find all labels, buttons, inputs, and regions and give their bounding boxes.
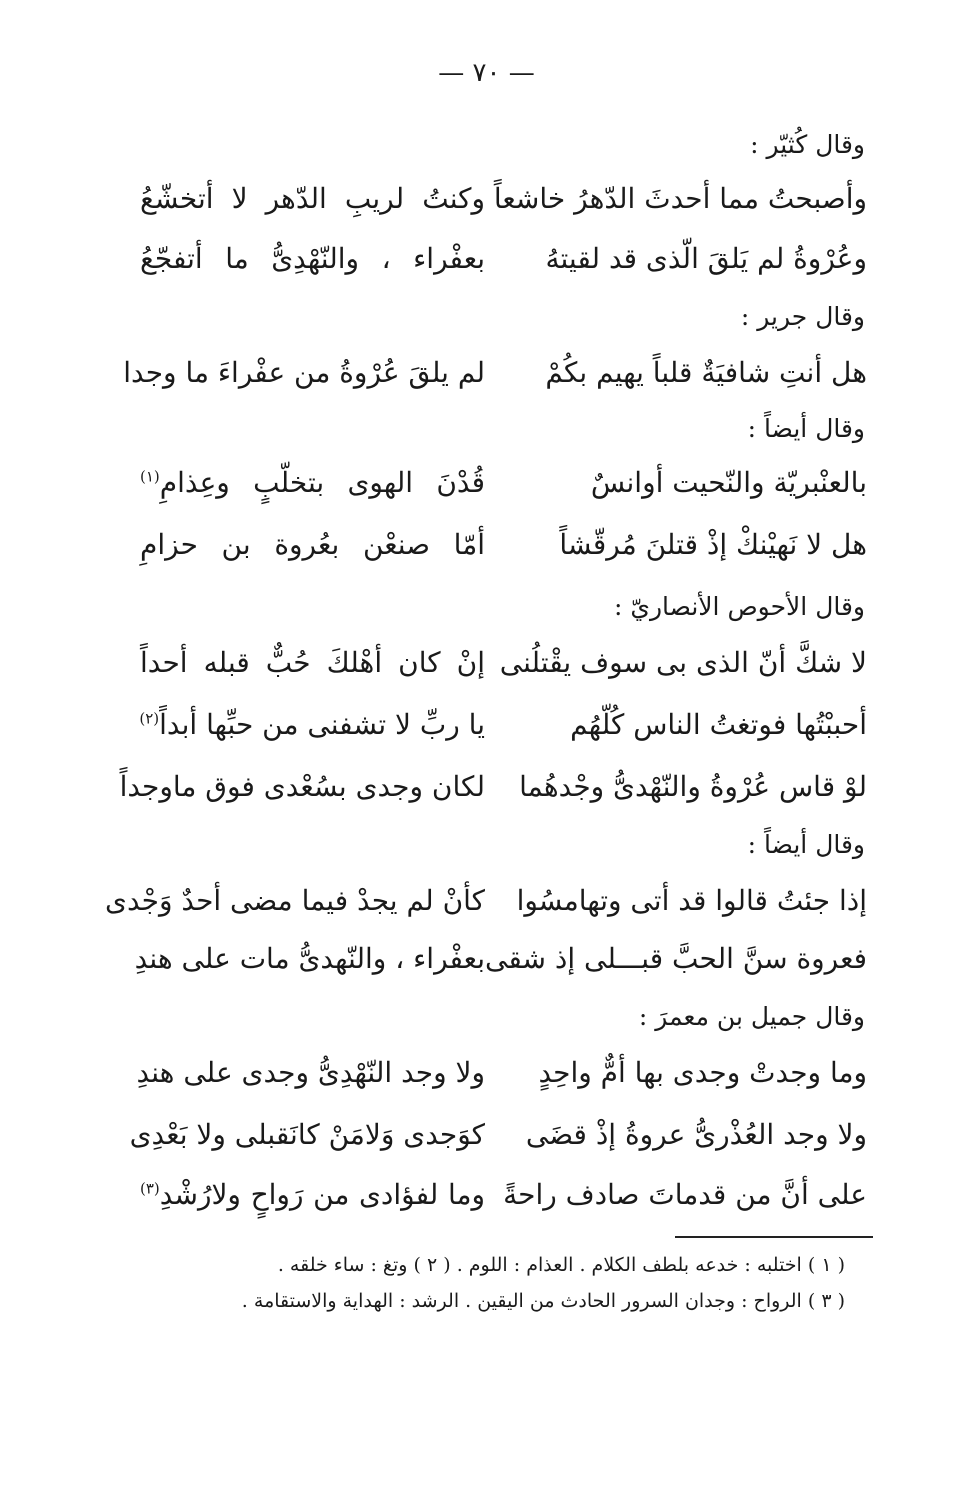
footnote-line: ( ٣ ) الرواح : وجدان السرور الحادث من اليقين . الرشد : الهداية والاستقامة .	[241, 1290, 845, 1312]
verse-text: وما لفؤادى من رَواحٍ ولارُشْدِ	[159, 1178, 485, 1211]
verse-second-hemistich	[140, 1178, 485, 1211]
verse-second-hemistich	[140, 708, 485, 741]
verse-second-hemistich: أمّا صنعْن بعُروة بن حزامِ	[140, 528, 485, 561]
footnote-mark: (٣)	[140, 1179, 160, 1198]
verse-first-hemistich: أحببْتُها فوتغتُ الناس كُلّهُم	[570, 708, 867, 741]
poem-heading: وقال كُثيّر :	[750, 130, 865, 159]
verse-second-hemistich: ولا وجد النّهْدِىُّ وجدى على هندِ	[136, 1056, 485, 1089]
verse-second-hemistich: إنْ كان أهْلكَ حُبٌّ قبله أحداً	[140, 646, 485, 679]
verse-first-hemistich: وأصبحتُ مما أحدثَ الدّهرُ خاشعاً	[493, 182, 867, 215]
poem-heading: وقال أيضاً :	[747, 830, 865, 859]
verse-text: يا ربِّ لا تشفنى من حبِّها أبداً	[159, 708, 485, 741]
verse-first-hemistich: على أنَّ من قدماتَ صادف راحةً	[503, 1178, 867, 1211]
verse-first-hemistich: هل لا نَهيْنكْ إذْ قتلنَ مُرقّشاً	[559, 528, 867, 561]
page-number: — ٧٠ —	[438, 58, 535, 88]
poem-heading: وقال جميل بن معمرَ :	[638, 1002, 865, 1031]
verse-second-hemistich: لم يلقَ عُرْوةُ من عفْراءَ ما وجدا	[123, 356, 485, 389]
verse-second-hemistich: بعفْراء ، والنّهْدِىُّ ما أتفجّعُ	[140, 242, 485, 275]
verse-second-hemistich: كوَجدى وَلامَنْ كانَقبلى ولا بَعْدِى	[129, 1118, 485, 1151]
poem-heading: وقال أيضاً :	[747, 414, 865, 443]
verse-first-hemistich: لا شكَّ أنّ الذى بى سوف يقْتلُنى	[499, 646, 867, 679]
verse-first-hemistich: وما وجدتْ وجدى بها أمٌّ واحِدٍ	[538, 1056, 867, 1089]
verse-second-hemistich	[140, 466, 485, 499]
verse-first-hemistich: إذا جئتُ قالوا قد أتى وتهامسُوا	[516, 884, 867, 917]
footnote-line: ( ١ ) اختلبه : خدعه بلطف الكلام . العذام : اللوم . ( ٢ ) وتغ : ساء خلقه .	[277, 1254, 845, 1276]
verse-first-hemistich: ولا وجد العُذْرىُّ عروةُ إذْ قضَى	[525, 1118, 867, 1151]
verse-first-hemistich: هل أنتِ شافيَةٌ قلباً يهيم بكُمْ	[545, 356, 867, 389]
verse-second-hemistich: كأنْ لم يجدْ فيما مضى أحدٌ وَجْدى	[105, 884, 485, 917]
verse-first-hemistich: لوْ قاس عُرْوةُ والنّهْدىُّ وجْدهُما	[519, 770, 867, 803]
verse-second-hemistich: بعفْراء ، والنّهدىُّ مات على هندِ	[134, 942, 485, 975]
footnote-divider	[675, 1236, 873, 1238]
verse-first-hemistich: فعروة سنَّ الحبَّ قبـــلى إذ شقى	[485, 942, 867, 975]
verse-second-hemistich: لكان وجدى بسُعْدى فوق ماوجداً	[119, 770, 485, 803]
verse-text: قُدْنَ الهوى بتخلّبٍ وعِذامِ	[159, 466, 485, 499]
poem-heading: وقال الأحوص الأنصاريّ :	[614, 592, 865, 621]
verse-first-hemistich: وعُرْوةُ لم يَلقَ الّذى قد لقيتهُ	[545, 242, 867, 275]
verse-first-hemistich: بالعنْبريّة والنّحيت أوانسٌ	[590, 466, 867, 499]
poem-heading: وقال جرير :	[740, 302, 865, 331]
verse-second-hemistich: وكنتُ لريبِ الدّهر لا أتخشّعُ	[140, 182, 485, 215]
footnote-mark: (١)	[140, 467, 160, 486]
footnote-mark: (٢)	[139, 709, 160, 728]
